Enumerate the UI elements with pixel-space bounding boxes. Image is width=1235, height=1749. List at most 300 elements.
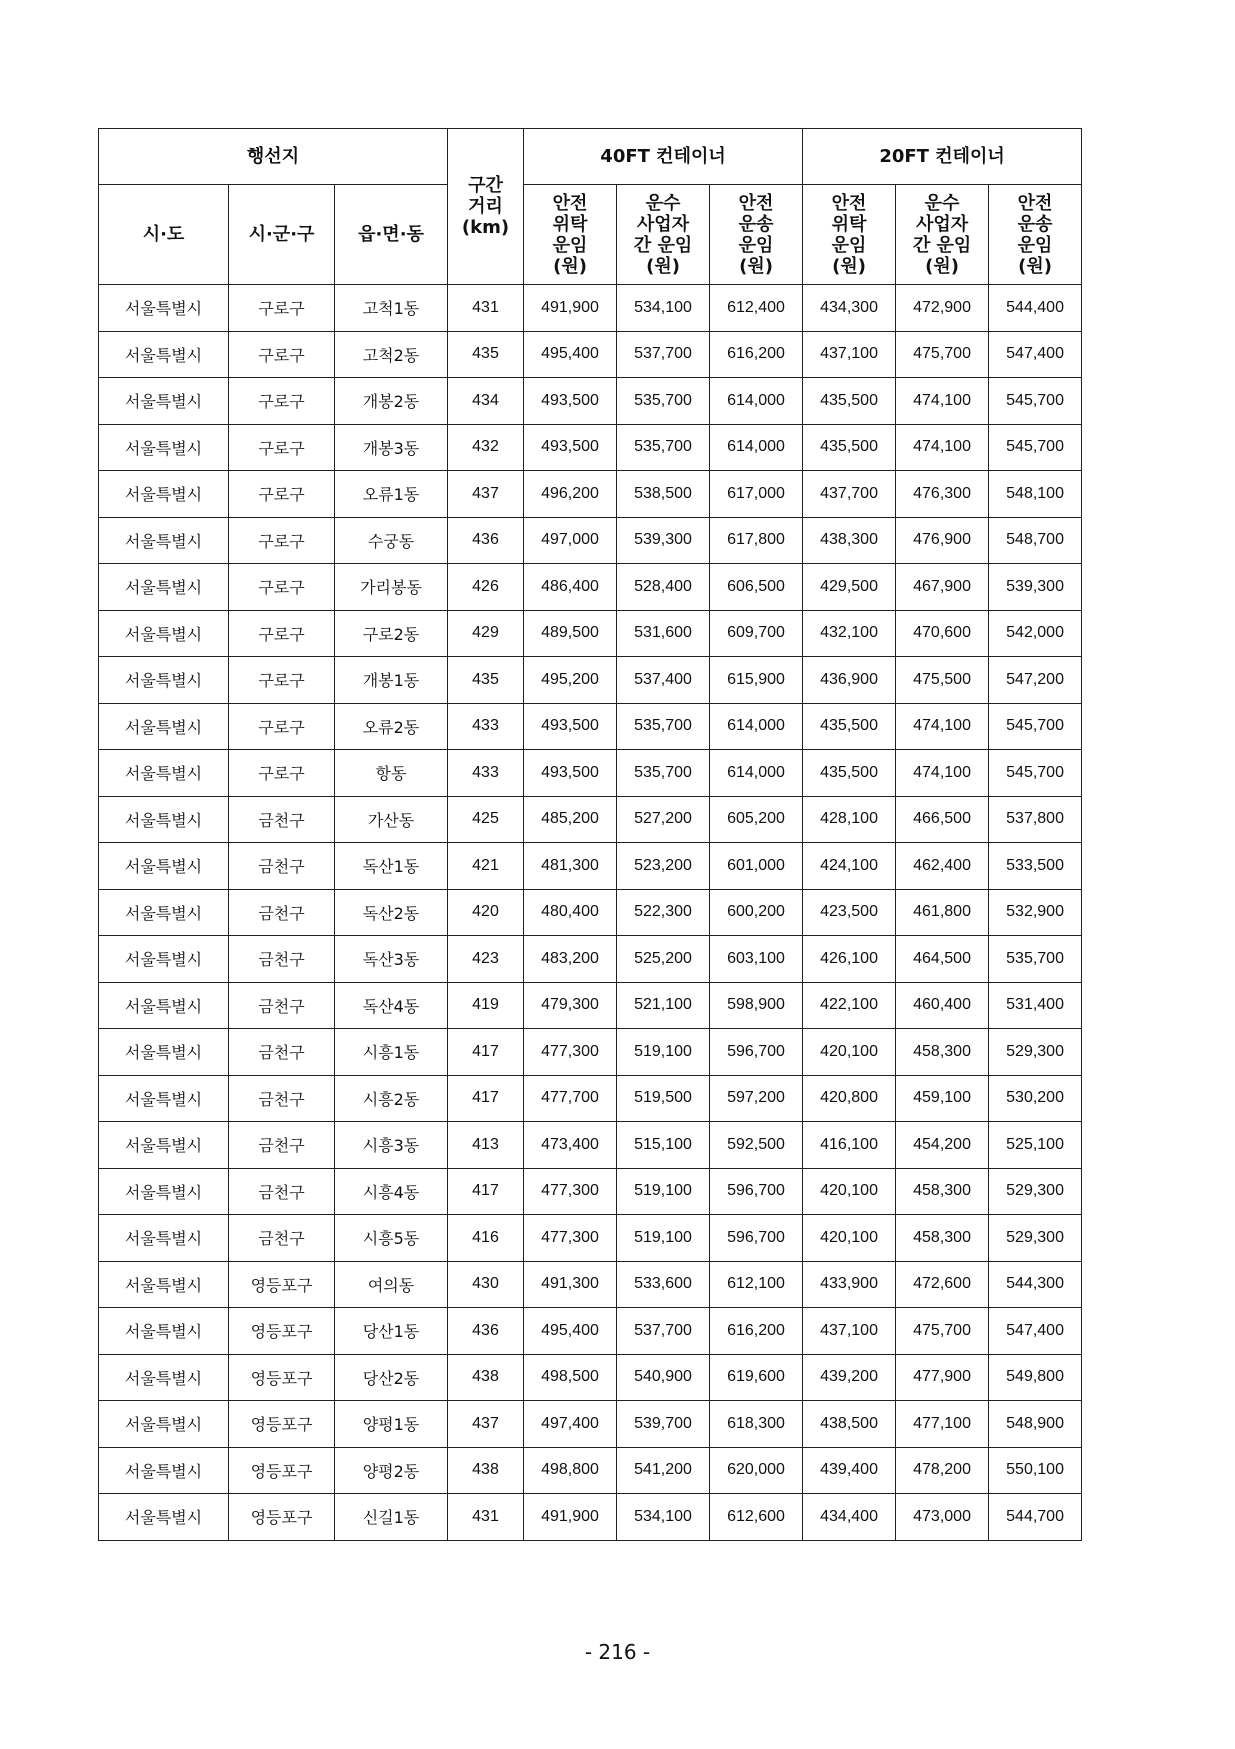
cell-distance-km: 413 [448,1122,524,1169]
cell-20ft-safety-transport: 531,400 [989,982,1082,1029]
table-row [99,889,1082,936]
cell-sigungu: 구로구 [229,424,335,471]
cell-eupmyeondong: 오류2동 [335,703,448,750]
cell-sigungu: 금천구 [229,1215,335,1262]
freight-rate-table [98,128,1082,1541]
cell-eupmyeondong: 가산동 [335,796,448,843]
cell-eupmyeondong: 수궁동 [335,517,448,564]
cell-20ft-carrier-between: 476,900 [896,517,989,564]
cell-20ft-carrier-between: 467,900 [896,564,989,611]
cell-40ft-safety-transport: 617,000 [710,471,803,518]
cell-40ft-safety-consign: 489,500 [524,610,617,657]
table-row [99,843,1082,890]
cell-distance-km: 437 [448,471,524,518]
cell-40ft-carrier-between: 523,200 [617,843,710,890]
cell-distance-km: 435 [448,657,524,704]
cell-40ft-carrier-between: 539,700 [617,1401,710,1448]
cell-40ft-safety-consign: 477,700 [524,1075,617,1122]
cell-40ft-safety-consign: 491,900 [524,1494,617,1541]
cell-40ft-safety-consign: 483,200 [524,936,617,983]
cell-20ft-safety-transport: 547,200 [989,657,1082,704]
cell-40ft-carrier-between: 534,100 [617,1494,710,1541]
cell-20ft-safety-consign: 423,500 [803,889,896,936]
cell-20ft-safety-consign: 416,100 [803,1122,896,1169]
cell-distance-km: 417 [448,1168,524,1215]
cell-sigungu: 금천구 [229,796,335,843]
cell-distance-km: 432 [448,424,524,471]
table-header [99,129,1082,285]
cell-sigungu: 구로구 [229,517,335,564]
cell-40ft-safety-transport: 615,900 [710,657,803,704]
cell-sigungu: 구로구 [229,378,335,425]
cell-40ft-safety-transport: 614,000 [710,424,803,471]
cell-40ft-safety-consign: 473,400 [524,1122,617,1169]
cell-eupmyeondong: 고척1동 [335,285,448,332]
cell-20ft-safety-consign: 433,900 [803,1261,896,1308]
cell-sido: 서울특별시 [99,1261,229,1308]
cell-eupmyeondong: 가리봉동 [335,564,448,611]
cell-40ft-safety-transport: 617,800 [710,517,803,564]
cell-sigungu: 금천구 [229,889,335,936]
table-body [99,285,1082,1541]
cell-sido: 서울특별시 [99,1308,229,1355]
cell-40ft-safety-consign: 495,400 [524,1308,617,1355]
cell-40ft-carrier-between: 538,500 [617,471,710,518]
cell-40ft-safety-consign: 497,400 [524,1401,617,1448]
cell-eupmyeondong: 양평1동 [335,1401,448,1448]
cell-40ft-carrier-between: 515,100 [617,1122,710,1169]
header-destination: 행선지 [99,129,448,185]
cell-40ft-carrier-between: 539,300 [617,517,710,564]
cell-eupmyeondong: 시흥1동 [335,1029,448,1076]
cell-40ft-carrier-between: 533,600 [617,1261,710,1308]
cell-sigungu: 금천구 [229,1075,335,1122]
cell-20ft-safety-transport: 545,700 [989,703,1082,750]
cell-20ft-safety-consign: 435,500 [803,424,896,471]
cell-sigungu: 영등포구 [229,1308,335,1355]
cell-40ft-safety-consign: 480,400 [524,889,617,936]
cell-sido: 서울특별시 [99,936,229,983]
cell-20ft-safety-consign: 434,400 [803,1494,896,1541]
cell-40ft-safety-transport: 592,500 [710,1122,803,1169]
cell-sigungu: 영등포구 [229,1354,335,1401]
cell-eupmyeondong: 독산1동 [335,843,448,890]
cell-20ft-safety-consign: 420,800 [803,1075,896,1122]
cell-20ft-carrier-between: 477,100 [896,1401,989,1448]
cell-eupmyeondong: 항동 [335,750,448,797]
page-number: - 216 - [584,1640,651,1664]
cell-20ft-safety-consign: 420,100 [803,1215,896,1262]
cell-40ft-safety-consign: 498,800 [524,1447,617,1494]
cell-20ft-safety-transport: 544,300 [989,1261,1082,1308]
cell-40ft-safety-transport: 603,100 [710,936,803,983]
cell-sido: 서울특별시 [99,1168,229,1215]
cell-eupmyeondong: 구로2동 [335,610,448,657]
cell-40ft-carrier-between: 535,700 [617,703,710,750]
cell-20ft-safety-transport: 529,300 [989,1168,1082,1215]
cell-40ft-carrier-between: 537,700 [617,331,710,378]
cell-sigungu: 구로구 [229,610,335,657]
cell-20ft-safety-transport: 547,400 [989,331,1082,378]
cell-40ft-carrier-between: 535,700 [617,378,710,425]
cell-40ft-carrier-between: 535,700 [617,750,710,797]
cell-40ft-carrier-between: 531,600 [617,610,710,657]
cell-40ft-safety-transport: 596,700 [710,1215,803,1262]
cell-40ft-safety-consign: 493,500 [524,378,617,425]
header-sido: 시·도 [99,185,229,285]
header-20ft-safety-transport: 안전 운송 운임 (원) [989,185,1082,285]
cell-sigungu: 구로구 [229,331,335,378]
cell-40ft-carrier-between: 521,100 [617,982,710,1029]
cell-20ft-carrier-between: 454,200 [896,1122,989,1169]
cell-40ft-carrier-between: 537,400 [617,657,710,704]
cell-40ft-safety-transport: 616,200 [710,331,803,378]
table-row [99,703,1082,750]
cell-20ft-safety-consign: 439,400 [803,1447,896,1494]
cell-eupmyeondong: 당산1동 [335,1308,448,1355]
cell-20ft-safety-consign: 439,200 [803,1354,896,1401]
cell-40ft-safety-consign: 493,500 [524,750,617,797]
cell-20ft-carrier-between: 472,900 [896,285,989,332]
table-row [99,331,1082,378]
cell-20ft-safety-transport: 550,100 [989,1447,1082,1494]
cell-eupmyeondong: 개봉1동 [335,657,448,704]
cell-20ft-safety-transport: 532,900 [989,889,1082,936]
cell-20ft-carrier-between: 476,300 [896,471,989,518]
cell-20ft-carrier-between: 474,100 [896,750,989,797]
table-row [99,1354,1082,1401]
cell-sigungu: 금천구 [229,1122,335,1169]
table-row [99,378,1082,425]
cell-40ft-safety-consign: 497,000 [524,517,617,564]
cell-40ft-carrier-between: 537,700 [617,1308,710,1355]
cell-20ft-carrier-between: 470,600 [896,610,989,657]
cell-40ft-carrier-between: 535,700 [617,424,710,471]
cell-eupmyeondong: 시흥5동 [335,1215,448,1262]
cell-distance-km: 438 [448,1354,524,1401]
cell-20ft-carrier-between: 466,500 [896,796,989,843]
cell-40ft-carrier-between: 528,400 [617,564,710,611]
cell-distance-km: 430 [448,1261,524,1308]
cell-sigungu: 영등포구 [229,1447,335,1494]
cell-20ft-safety-transport: 533,500 [989,843,1082,890]
cell-20ft-carrier-between: 478,200 [896,1447,989,1494]
cell-20ft-safety-consign: 438,500 [803,1401,896,1448]
cell-sido: 서울특별시 [99,610,229,657]
cell-40ft-safety-consign: 491,900 [524,285,617,332]
cell-40ft-safety-transport: 600,200 [710,889,803,936]
cell-sido: 서울특별시 [99,564,229,611]
cell-20ft-safety-transport: 548,900 [989,1401,1082,1448]
cell-40ft-carrier-between: 534,100 [617,285,710,332]
header-40ft-safety-transport: 안전 운송 운임 (원) [710,185,803,285]
table-row [99,1261,1082,1308]
cell-20ft-safety-consign: 437,700 [803,471,896,518]
cell-sido: 서울특별시 [99,1354,229,1401]
cell-sigungu: 영등포구 [229,1494,335,1541]
cell-20ft-safety-transport: 544,700 [989,1494,1082,1541]
cell-20ft-safety-transport: 545,700 [989,378,1082,425]
cell-40ft-safety-consign: 481,300 [524,843,617,890]
cell-20ft-carrier-between: 459,100 [896,1075,989,1122]
cell-20ft-safety-transport: 539,300 [989,564,1082,611]
cell-sigungu: 영등포구 [229,1261,335,1308]
cell-distance-km: 437 [448,1401,524,1448]
cell-20ft-carrier-between: 462,400 [896,843,989,890]
cell-sido: 서울특별시 [99,285,229,332]
cell-40ft-safety-consign: 477,300 [524,1215,617,1262]
cell-eupmyeondong: 시흥2동 [335,1075,448,1122]
cell-eupmyeondong: 독산3동 [335,936,448,983]
cell-distance-km: 429 [448,610,524,657]
header-distance: 구간 거리 (km) [448,129,524,285]
cell-40ft-safety-consign: 495,200 [524,657,617,704]
cell-40ft-safety-consign: 486,400 [524,564,617,611]
cell-40ft-safety-transport: 598,900 [710,982,803,1029]
cell-20ft-carrier-between: 475,500 [896,657,989,704]
table-row [99,424,1082,471]
cell-40ft-carrier-between: 522,300 [617,889,710,936]
table-row [99,796,1082,843]
cell-sido: 서울특별시 [99,1029,229,1076]
cell-sido: 서울특별시 [99,1447,229,1494]
cell-20ft-carrier-between: 464,500 [896,936,989,983]
cell-40ft-safety-consign: 493,500 [524,703,617,750]
cell-sido: 서울특별시 [99,471,229,518]
cell-40ft-carrier-between: 519,100 [617,1168,710,1215]
cell-eupmyeondong: 시흥4동 [335,1168,448,1215]
cell-distance-km: 434 [448,378,524,425]
cell-eupmyeondong: 개봉2동 [335,378,448,425]
cell-20ft-safety-consign: 438,300 [803,517,896,564]
cell-sido: 서울특별시 [99,331,229,378]
cell-sigungu: 구로구 [229,285,335,332]
cell-sigungu: 금천구 [229,982,335,1029]
cell-distance-km: 436 [448,1308,524,1355]
cell-40ft-safety-transport: 612,400 [710,285,803,332]
cell-40ft-safety-consign: 493,500 [524,424,617,471]
cell-40ft-safety-transport: 597,200 [710,1075,803,1122]
table-row [99,1029,1082,1076]
cell-40ft-safety-consign: 491,300 [524,1261,617,1308]
cell-20ft-safety-consign: 420,100 [803,1168,896,1215]
cell-distance-km: 433 [448,703,524,750]
table-row [99,750,1082,797]
header-40ft-container: 40FT 컨테이너 [524,129,803,185]
cell-sigungu: 구로구 [229,564,335,611]
cell-distance-km: 425 [448,796,524,843]
cell-eupmyeondong: 신길1동 [335,1494,448,1541]
table-row [99,564,1082,611]
cell-20ft-safety-transport: 548,100 [989,471,1082,518]
cell-20ft-safety-consign: 429,500 [803,564,896,611]
cell-distance-km: 416 [448,1215,524,1262]
cell-40ft-safety-transport: 614,000 [710,703,803,750]
cell-20ft-carrier-between: 458,300 [896,1168,989,1215]
cell-20ft-safety-consign: 435,500 [803,378,896,425]
cell-sido: 서울특별시 [99,1122,229,1169]
cell-40ft-safety-transport: 605,200 [710,796,803,843]
cell-eupmyeondong: 당산2동 [335,1354,448,1401]
cell-sigungu: 구로구 [229,750,335,797]
cell-distance-km: 426 [448,564,524,611]
table-row [99,1075,1082,1122]
table-row [99,1122,1082,1169]
cell-sido: 서울특별시 [99,889,229,936]
cell-20ft-safety-consign: 435,500 [803,703,896,750]
cell-sido: 서울특별시 [99,703,229,750]
cell-20ft-safety-transport: 530,200 [989,1075,1082,1122]
cell-20ft-safety-transport: 545,700 [989,424,1082,471]
cell-20ft-safety-consign: 432,100 [803,610,896,657]
cell-eupmyeondong: 고척2동 [335,331,448,378]
cell-40ft-safety-consign: 477,300 [524,1168,617,1215]
cell-40ft-safety-consign: 496,200 [524,471,617,518]
cell-40ft-carrier-between: 519,100 [617,1215,710,1262]
cell-20ft-safety-consign: 428,100 [803,796,896,843]
table-row [99,1215,1082,1262]
table-row [99,657,1082,704]
cell-20ft-safety-transport: 547,400 [989,1308,1082,1355]
cell-40ft-safety-transport: 596,700 [710,1029,803,1076]
cell-20ft-safety-consign: 437,100 [803,331,896,378]
cell-sigungu: 구로구 [229,471,335,518]
cell-sigungu: 금천구 [229,1168,335,1215]
table-row [99,1494,1082,1541]
cell-20ft-carrier-between: 474,100 [896,424,989,471]
cell-eupmyeondong: 개봉3동 [335,424,448,471]
cell-20ft-safety-transport: 544,400 [989,285,1082,332]
cell-distance-km: 417 [448,1075,524,1122]
cell-20ft-safety-transport: 535,700 [989,936,1082,983]
table-row [99,471,1082,518]
cell-distance-km: 421 [448,843,524,890]
table-row [99,1401,1082,1448]
cell-20ft-safety-transport: 548,700 [989,517,1082,564]
cell-20ft-safety-transport: 542,000 [989,610,1082,657]
cell-20ft-carrier-between: 461,800 [896,889,989,936]
cell-40ft-safety-transport: 612,100 [710,1261,803,1308]
cell-eupmyeondong: 여의동 [335,1261,448,1308]
cell-40ft-safety-transport: 601,000 [710,843,803,890]
cell-40ft-safety-transport: 618,300 [710,1401,803,1448]
header-eupmyeondong: 읍·면·동 [335,185,448,285]
cell-20ft-carrier-between: 460,400 [896,982,989,1029]
header-20ft-safety-consign: 안전 위탁 운임 (원) [803,185,896,285]
cell-40ft-carrier-between: 541,200 [617,1447,710,1494]
cell-20ft-carrier-between: 475,700 [896,331,989,378]
cell-40ft-safety-transport: 620,000 [710,1447,803,1494]
cell-sido: 서울특별시 [99,657,229,704]
cell-sigungu: 금천구 [229,1029,335,1076]
cell-eupmyeondong: 독산4동 [335,982,448,1029]
cell-sido: 서울특별시 [99,1215,229,1262]
cell-eupmyeondong: 오류1동 [335,471,448,518]
cell-distance-km: 431 [448,1494,524,1541]
cell-eupmyeondong: 양평2동 [335,1447,448,1494]
cell-sido: 서울특별시 [99,378,229,425]
cell-40ft-carrier-between: 525,200 [617,936,710,983]
cell-40ft-safety-transport: 614,000 [710,750,803,797]
cell-sigungu: 구로구 [229,657,335,704]
cell-sido: 서울특별시 [99,750,229,797]
table-row [99,285,1082,332]
cell-20ft-carrier-between: 474,100 [896,378,989,425]
cell-20ft-safety-transport: 529,300 [989,1215,1082,1262]
table-row [99,936,1082,983]
table-row [99,610,1082,657]
cell-eupmyeondong: 시흥3동 [335,1122,448,1169]
cell-20ft-safety-transport: 525,100 [989,1122,1082,1169]
cell-40ft-carrier-between: 519,500 [617,1075,710,1122]
cell-sido: 서울특별시 [99,982,229,1029]
cell-distance-km: 419 [448,982,524,1029]
cell-20ft-safety-transport: 537,800 [989,796,1082,843]
cell-distance-km: 423 [448,936,524,983]
cell-distance-km: 417 [448,1029,524,1076]
cell-40ft-carrier-between: 540,900 [617,1354,710,1401]
cell-20ft-safety-consign: 424,100 [803,843,896,890]
cell-20ft-carrier-between: 472,600 [896,1261,989,1308]
cell-20ft-carrier-between: 475,700 [896,1308,989,1355]
cell-40ft-carrier-between: 519,100 [617,1029,710,1076]
cell-40ft-safety-transport: 606,500 [710,564,803,611]
header-40ft-carrier-between: 운수 사업자 간 운임 (원) [617,185,710,285]
cell-sido: 서울특별시 [99,1494,229,1541]
cell-40ft-safety-consign: 479,300 [524,982,617,1029]
cell-40ft-safety-consign: 485,200 [524,796,617,843]
cell-20ft-safety-consign: 437,100 [803,1308,896,1355]
header-40ft-safety-consign: 안전 위탁 운임 (원) [524,185,617,285]
header-20ft-carrier-between: 운수 사업자 간 운임 (원) [896,185,989,285]
cell-20ft-carrier-between: 458,300 [896,1029,989,1076]
cell-20ft-safety-consign: 422,100 [803,982,896,1029]
cell-sido: 서울특별시 [99,796,229,843]
cell-distance-km: 433 [448,750,524,797]
cell-40ft-safety-transport: 612,600 [710,1494,803,1541]
cell-sido: 서울특별시 [99,843,229,890]
header-20ft-container: 20FT 컨테이너 [803,129,1082,185]
cell-sigungu: 금천구 [229,843,335,890]
cell-distance-km: 435 [448,331,524,378]
cell-40ft-safety-consign: 477,300 [524,1029,617,1076]
table-row [99,1308,1082,1355]
cell-20ft-safety-consign: 426,100 [803,936,896,983]
cell-sido: 서울특별시 [99,1075,229,1122]
cell-40ft-safety-transport: 596,700 [710,1168,803,1215]
table-row [99,517,1082,564]
cell-sigungu: 영등포구 [229,1401,335,1448]
cell-40ft-safety-transport: 619,600 [710,1354,803,1401]
cell-20ft-safety-consign: 434,300 [803,285,896,332]
header-sigungu: 시·군·구 [229,185,335,285]
cell-distance-km: 431 [448,285,524,332]
cell-20ft-safety-consign: 435,500 [803,750,896,797]
cell-40ft-safety-transport: 609,700 [710,610,803,657]
table-row [99,1447,1082,1494]
cell-20ft-safety-transport: 529,300 [989,1029,1082,1076]
cell-20ft-safety-consign: 436,900 [803,657,896,704]
cell-distance-km: 420 [448,889,524,936]
cell-20ft-carrier-between: 474,100 [896,703,989,750]
cell-40ft-safety-transport: 614,000 [710,378,803,425]
cell-40ft-safety-consign: 498,500 [524,1354,617,1401]
cell-20ft-carrier-between: 477,900 [896,1354,989,1401]
cell-40ft-safety-consign: 495,400 [524,331,617,378]
cell-20ft-safety-transport: 549,800 [989,1354,1082,1401]
cell-distance-km: 436 [448,517,524,564]
table-row [99,1168,1082,1215]
